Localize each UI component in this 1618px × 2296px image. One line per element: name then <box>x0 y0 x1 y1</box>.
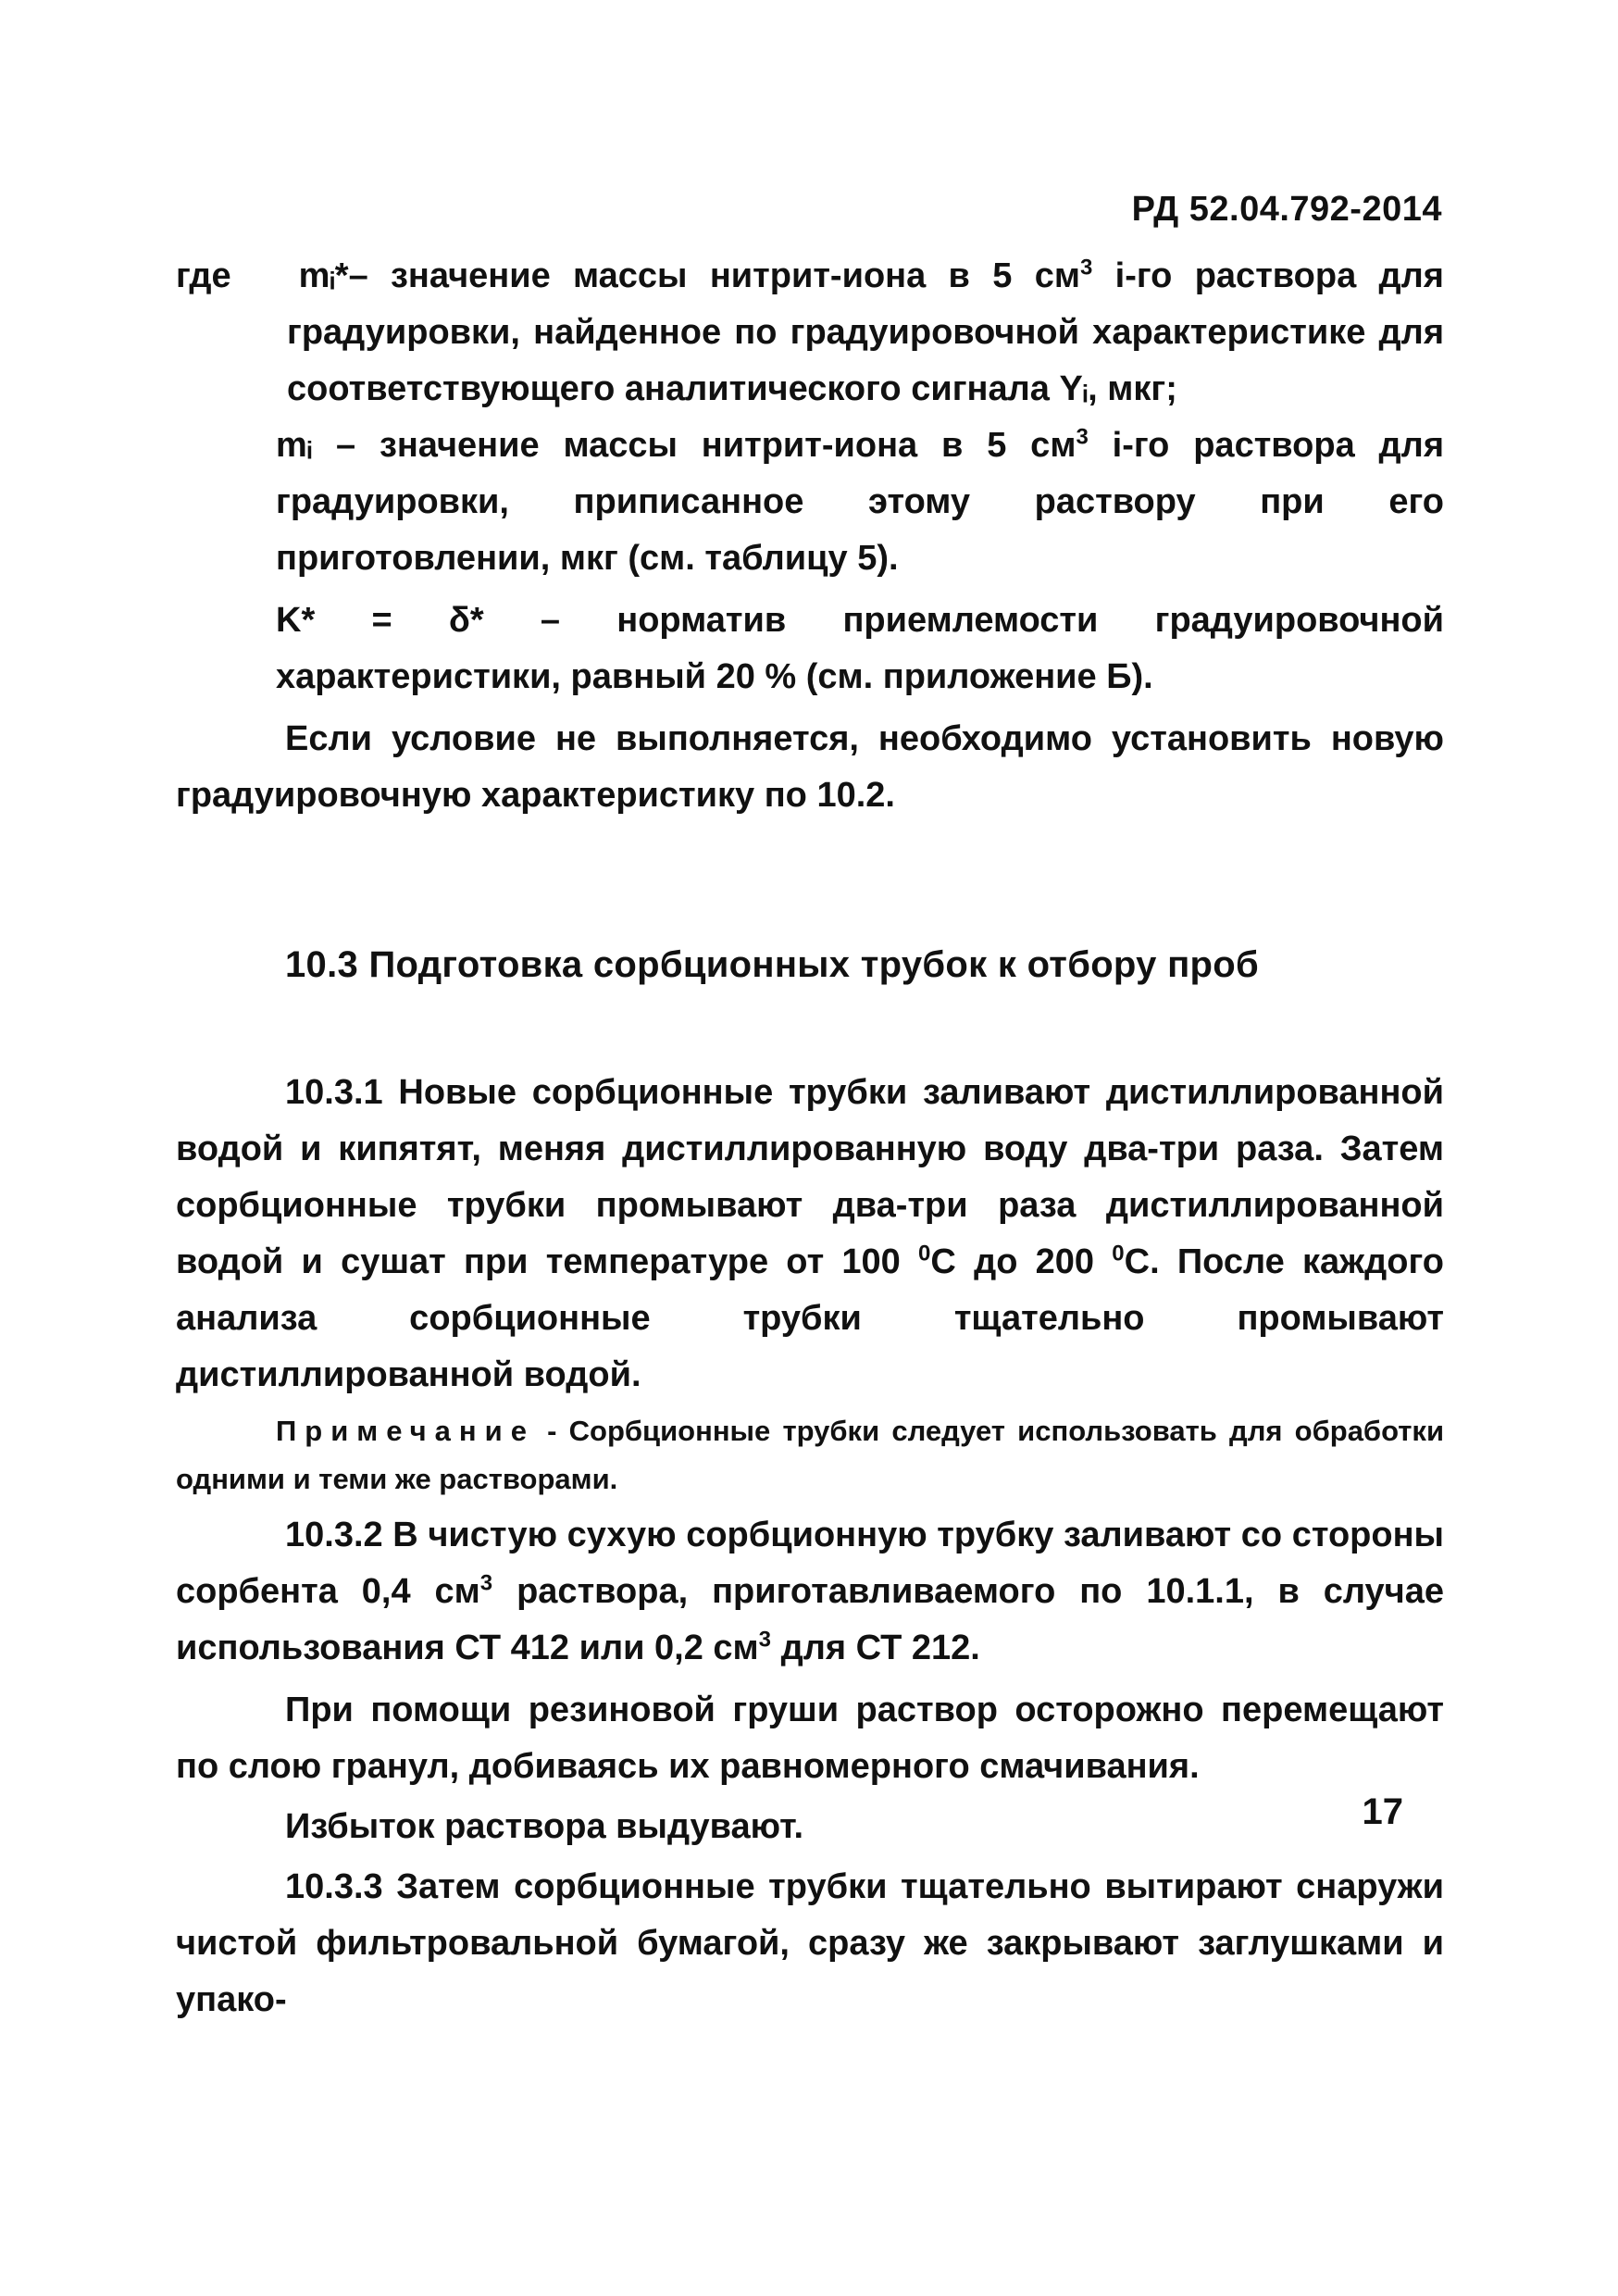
definition-m-star <box>176 248 1444 418</box>
symbol-m-star: mᵢ* <box>298 256 349 295</box>
symbol-k-star: K* = δ* <box>276 601 484 640</box>
note-label: Примечание <box>276 1415 535 1447</box>
text-run: 10.3.1 Новые сорбционные трубки заливают дистиллированной водой и кипятят, меняя дистиллированную воду два-три раза. Затем сорбционные трубки промывают два-три раза дистиллированной водой и сушат при температуре от 100 <box>176 1073 1444 1281</box>
condition-paragraph: Если условие не выполняется, необходимо установить новую градуировочную характеристику по 10.2. <box>176 719 1444 815</box>
definition-text: i-го раствора для градуировки, найденное по градуировочной характеристике для соответствующего аналитического сигнала Yᵢ, мкг; <box>287 256 1444 408</box>
definition-text: – норматив приемлемости градуировочной характеристики, равный 20 % (см. приложение Б). <box>276 601 1445 696</box>
definition-text: i-го раствора для градуировки, приписанное этому раствору при его приготовлении, мкг (см. таблицу 5). <box>276 426 1444 578</box>
note-paragraph <box>176 1407 1444 1504</box>
definition-text: – значение массы нитрит-иона в 5 см <box>348 256 1080 295</box>
definition-m-i <box>176 418 1444 587</box>
definition-lead: где <box>176 256 231 295</box>
paragraph-10-3-3: 10.3.3 Затем сорбционные трубки тщательно вытирают снаружи чистой фильтровальной бумагой, сразу же закрывают заглушками и упако- <box>176 1867 1444 2019</box>
superscript: 3 <box>1076 424 1089 450</box>
text-run: раствора, приготавливаемого по 10.1.1, в случае использования СТ 412 или 0,2 см <box>176 1572 1444 1667</box>
superscript: 0 <box>1112 1241 1125 1267</box>
superscript: 3 <box>479 1570 493 1596</box>
section-heading: 10.3 Подготовка сорбционных трубок к отбору проб <box>285 944 1260 985</box>
section-body <box>176 1065 1444 2028</box>
paragraph-10-3-1 <box>176 1065 1444 1404</box>
definition-k-star <box>176 593 1444 705</box>
definitions-block <box>176 248 1444 824</box>
page-number: 17 <box>1362 1791 1403 1832</box>
superscript: 0 <box>918 1241 931 1267</box>
superscript: 3 <box>758 1627 772 1653</box>
document-code: РД 52.04.792-2014 <box>1131 190 1442 229</box>
text-run: С до 200 <box>930 1242 1113 1281</box>
paragraph-bulb: При помощи резиновой груши раствор осторожно перемещают по слою гранул, добиваясь их равномерного смачивания. <box>176 1691 1444 1786</box>
text-run: 10.3.2 В чистую сухую сорбционную трубку заливают со стороны сорбента 0,4 см <box>176 1516 1444 1611</box>
text-run: С. После каждого анализа сорбционные трубки тщательно промывают дистиллированной водой. <box>176 1242 1444 1394</box>
definition-text: – значение массы нитрит-иона в 5 см <box>312 426 1077 465</box>
note-text: - Сорбционные трубки следует использовать для обработки одними и теми же растворами. <box>176 1415 1444 1495</box>
paragraph-10-3-2 <box>176 1507 1444 1677</box>
superscript: 3 <box>1079 255 1093 281</box>
text-run: для СТ 212. <box>771 1628 980 1667</box>
symbol-m-i: mᵢ <box>276 426 313 465</box>
paragraph-excess: Избыток раствора выдувают. <box>285 1807 803 1846</box>
